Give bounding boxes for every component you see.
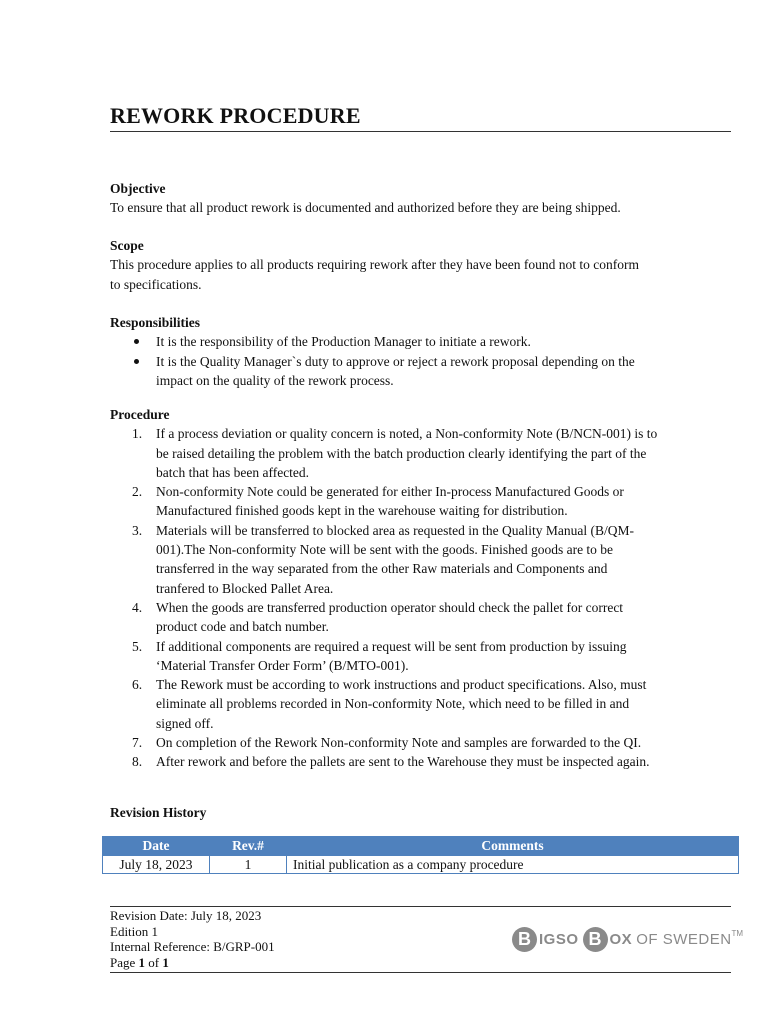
step-number: 3. [132,522,143,538]
step-text-line: signed off. [156,715,214,731]
step-text-line: ‘Material Transfer Order Form’ (B/MTO-001). [156,657,409,673]
procedure-step [110,598,731,637]
step-text-line: tranfered to Blocked Pallet Area. [156,580,334,596]
step-text-line: Materials will be transferred to blocked area as requested in the Quality Manual (B/QM- [156,522,634,538]
scope-text-line: to specifications. [110,276,202,292]
column-header-date: Date [103,837,210,856]
procedure-step [110,424,731,482]
step-text-line: On completion of the Rework Non-conformity Note and samples are forwarded to the QI. [156,735,642,751]
step-text-line: Non-conformity Note could be generated for either In-process Manufactured Goods or [156,484,624,500]
table-header-row [103,837,739,856]
footer-bottom-rule [110,972,731,973]
procedure-step [110,482,731,521]
responsibilities-heading: Responsibilities [110,315,201,330]
step-number: 1. [132,426,143,442]
table-row [103,856,739,874]
step-text-line: After rework and before the pallets are sent to the Warehouse they must be inspected again. [156,754,650,770]
step-number: 7. [132,735,143,751]
revision-history-section [110,803,731,822]
page-title: REWORK PROCEDURE [110,103,731,132]
footer-revision-date: Revision Date: July 18, 2023 [110,908,262,923]
bullet-icon [134,339,139,344]
scope-text-line: This procedure applies to all products requiring rework after they have been found not to conform [110,257,639,273]
cell-date: July 18, 2023 [103,856,210,874]
step-text-line: batch that has been affected. [156,464,310,480]
step-number: 6. [132,677,143,693]
procedure-step [110,752,731,771]
footer-top-rule [110,906,731,907]
procedure-step [110,637,731,676]
objective-text: To ensure that all product rework is documented and authorized before they are being shipped. [110,200,621,216]
company-logo [512,925,743,953]
procedure-section [110,405,731,772]
logo-badge: B [512,927,537,952]
logo-trademark: TM [731,928,744,938]
scope-section [110,236,731,294]
objective-section [110,179,731,218]
responsibilities-list [110,332,731,390]
step-number: 4. [132,599,143,615]
logo-word: OX [609,930,633,948]
footer-internal-reference: Internal Reference: B/GRP-001 [110,939,275,954]
step-number: 2. [132,484,143,500]
list-item: It is the responsibility of the Production Manager to initiate a rework. [110,332,731,351]
procedure-heading: Procedure [110,407,170,422]
bullet-icon [134,359,139,364]
step-text-line: If a process deviation or quality concern is noted, a Non-conformity Note (B/NCN-001) is to [156,426,658,442]
footer [110,908,510,970]
procedure-steps [110,424,731,771]
revision-history-heading: Revision History [110,805,207,820]
footer-edition: Edition 1 [110,923,159,939]
step-text-line: If additional components are required a request will be sent from production by issuing [156,638,627,654]
responsibilities-section [110,313,731,390]
step-text-line: When the goods are transferred production operator should check the pallet for correct [156,599,624,615]
cell-comments: Initial publication as a company procedure [287,856,739,874]
cell-rev: 1 [210,856,287,874]
objective-heading: Objective [110,181,166,196]
logo-tagline: OF SWEDEN [636,930,732,948]
logo-word: IGSO [539,930,579,948]
step-number: 5. [132,638,143,654]
procedure-step [110,521,731,598]
column-header-comments: Comments [287,837,739,856]
step-text-line: transferred in the way separated from the other Raw materials and Components and [156,561,608,577]
step-text-line: The Rework must be according to work instructions and product specifications. Also, must [156,677,647,693]
list-item: It is the Quality Manager`s duty to approve or reject a rework proposal depending on the impact on the quality of the rework process. [110,352,731,391]
column-header-rev: Rev.# [210,837,287,856]
step-text-line: product code and batch number. [156,619,329,635]
scope-heading: Scope [110,238,144,253]
procedure-step [110,675,731,733]
procedure-step [110,733,731,752]
step-text-line: eliminate all problems recorded in Non-conformity Note, which need to be filled in and [156,696,630,712]
footer-page-number: Page 1 of 1 [110,954,169,970]
logo-badge: B [583,927,608,952]
revision-history-table [102,836,739,874]
step-number: 8. [132,754,143,770]
step-text-line: 001).The Non-conformity Note will be sent with the goods. Finished goods are to be [156,542,614,558]
step-text-line: be raised detailing the problem with the batch production clearly identifying the part of the [156,445,647,461]
step-text-line: Manufactured finished goods kept in the warehouse waiting for distribution. [156,503,568,519]
